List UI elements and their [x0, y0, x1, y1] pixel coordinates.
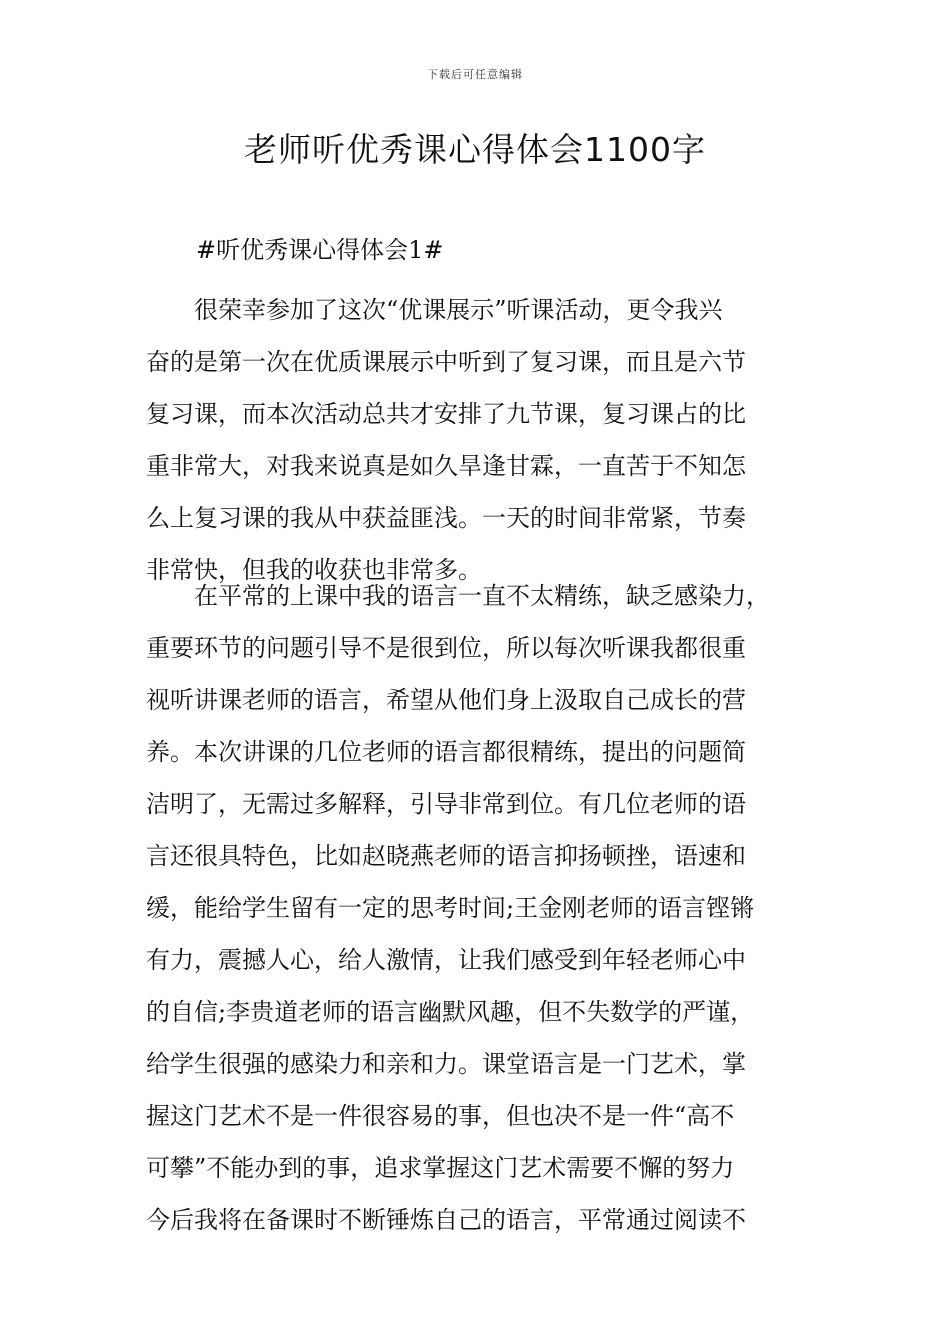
paragraph-line: 可攀”不能办到的事，追求掌握这门艺术需要不懈的努力 — [146, 1154, 735, 1182]
paragraph-line: 给学生很强的感染力和亲和力。课堂语言是一门艺术，掌 — [146, 1050, 746, 1078]
paragraph-line: 的自信;李贵道老师的语言幽默风趣，但不失数学的严谨， — [146, 998, 755, 1026]
paragraph-line: 复习课，而本次活动总共才安排了九节课，复习课占的比 — [146, 400, 746, 428]
document-title: 老师听优秀课心得体会1100字 — [244, 130, 706, 169]
paragraph-line: 奋的是第一次在优质课展示中听到了复习课，而且是六节 — [146, 348, 746, 376]
paragraph-line: 洁明了，无需过多解释，引导非常到位。有几位老师的语 — [146, 790, 746, 818]
paragraph-line: 么上复习课的我从中获益匪浅。一天的时间非常紧，节奏 — [146, 504, 746, 532]
paragraph-line: 养。本次讲课的几位老师的语言都很精练，提出的问题简 — [146, 738, 746, 766]
paragraph-line: 视听讲课老师的语言，希望从他们身上汲取自己成长的营 — [146, 686, 746, 714]
paragraph-line: 有力，震撼人心，给人激情，让我们感受到年轻老师心中 — [146, 946, 746, 974]
section-heading: #听优秀课心得体会1# — [196, 236, 444, 264]
paragraph-line: 在平常的上课中我的语言一直不太精练，缺乏感染力， — [146, 582, 770, 610]
paragraph-line: 重要环节的问题引导不是很到位，所以每次听课我都很重 — [146, 634, 746, 662]
paragraph-1 — [146, 284, 826, 596]
paragraph-line: 很荣幸参加了这次“优课展示”听课活动，更令我兴 — [146, 296, 723, 324]
header-note: 下载后可任意编辑 — [427, 68, 523, 81]
paragraph-line: 缓，能给学生留有一定的思考时间;王金刚老师的语言铿锵 — [146, 894, 755, 922]
paragraph-line: 今后我将在备课时不断锤炼自己的语言，平常通过阅读不 — [146, 1206, 746, 1234]
paragraph-line: 握这门艺术不是一件很容易的事，但也决不是一件“高不 — [146, 1102, 735, 1130]
paragraph-line: 言还很具特色，比如赵晓燕老师的语言抑扬顿挫，语速和 — [146, 842, 746, 870]
paragraph-line: 非常快，但我的收获也非常多。 — [146, 556, 482, 584]
paragraph-2 — [146, 570, 826, 1246]
paragraph-line: 重非常大，对我来说真是如久旱逢甘霖，一直苦于不知怎 — [146, 452, 746, 480]
